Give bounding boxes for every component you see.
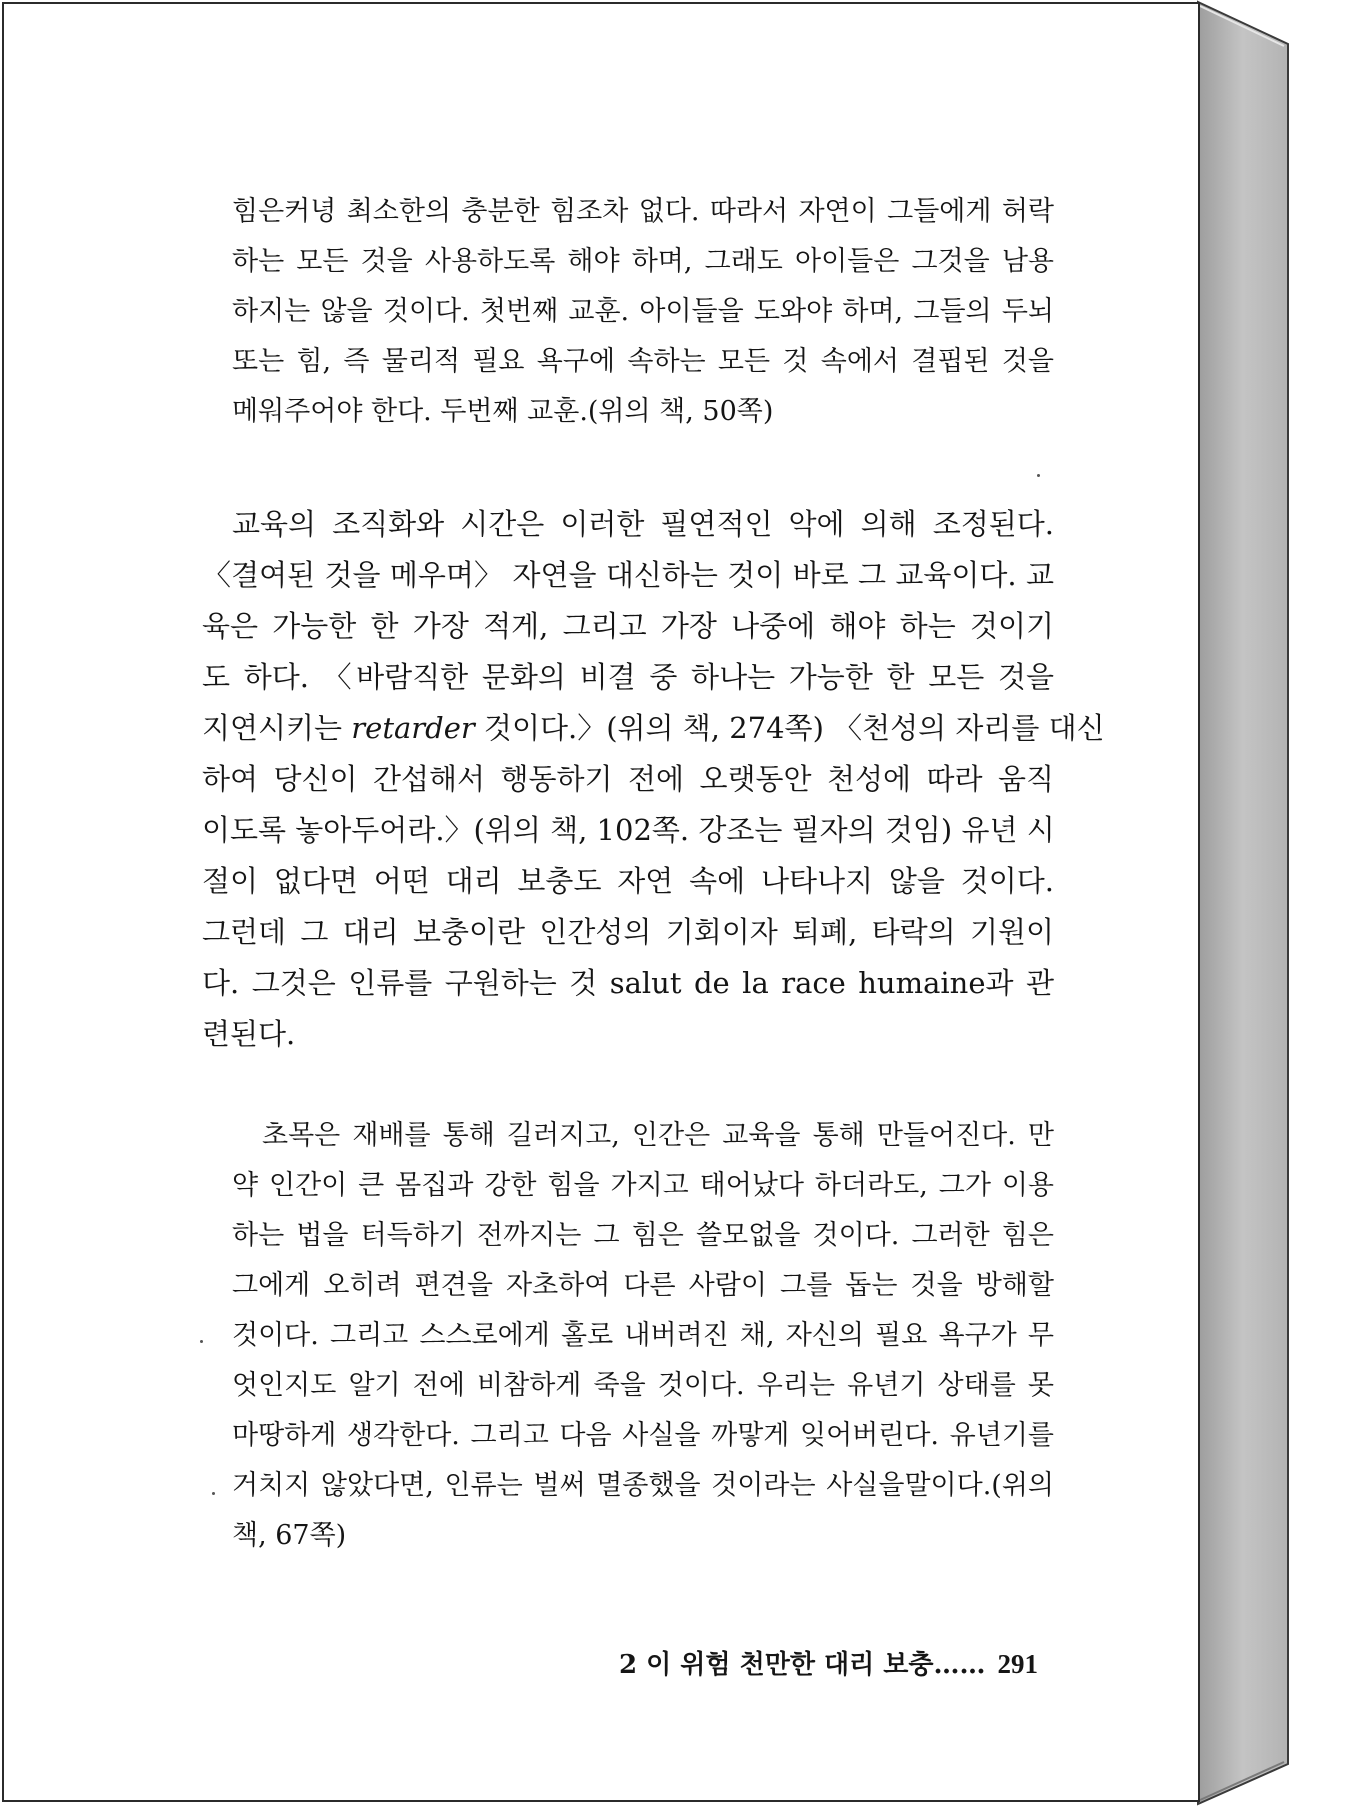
paragraph-line-5-after: 것이다.〉(위의 책, 274쪽) 〈천성의 자리를 대신 [474, 711, 1105, 745]
quote1-line-2: 하는 모든 것을 사용하도록 해야 하며, 그래도 아이들은 그것을 남용 [232, 246, 1054, 277]
quote2-line-7: 마땅하게 생각한다. 그리고 다음 사실을 까맣게 잊어버린다. 유년기를 [232, 1420, 1054, 1451]
quote1-line-1: 힘은커녕 최소한의 충분한 힘조차 없다. 따라서 자연이 그들에게 허락 [232, 196, 1054, 227]
quote2-line-4: 그에게 오히려 편견을 자초하여 다른 사람이 그를 돕는 것을 방해할 [232, 1270, 1054, 1301]
quote2-line-1: 초목은 재배를 통해 길러지고, 인간은 교육을 통해 만들어진다. 만 [262, 1120, 1054, 1151]
paragraph-line-4: 도 하다. 〈바람직한 문화의 비결 중 하나는 가능한 한 모든 것을 [202, 660, 1054, 694]
quote2-line-2: 약 인간이 큰 몸집과 강한 힘을 가지고 태어났다 하더라도, 그가 이용 [232, 1170, 1054, 1201]
french-term-retarder: retarder [351, 711, 475, 745]
paragraph-line-6: 하여 당신이 간섭해서 행동하기 전에 오랫동안 천성에 따라 움직 [202, 762, 1054, 796]
paragraph-line-10: 다. 그것은 인류를 구원하는 것 salut de la race humaine과 관 [202, 966, 1054, 1000]
paragraph-line-8: 절이 없다면 어떤 대리 보충도 자연 속에 나타나지 않을 것이다. [202, 864, 1054, 898]
paragraph-line-2: 〈결여된 것을 메우며〉 자연을 대신하는 것이 바로 그 교육이다. 교 [202, 558, 1054, 592]
quote2-line-9: 책, 67쪽) [232, 1520, 347, 1551]
book-page [2, 2, 1200, 1802]
paragraph-line-5-before: 지연시키는 [202, 711, 352, 745]
scan-speck [1037, 474, 1040, 477]
paragraph-line-11: 련된다. [202, 1017, 296, 1051]
paragraph-line-3: 육은 가능한 한 가장 적게, 그리고 가장 나중에 해야 하는 것이기 [202, 609, 1054, 643]
page-footer [619, 1644, 1038, 1684]
running-head: 2 이 위험 천만한 대리 보충…… [619, 1650, 986, 1680]
paragraph-line-1: 교육의 조직화와 시간은 이러한 필연적인 악에 의해 조정된다. [232, 507, 1054, 541]
quote2-line-5: 것이다. 그리고 스스로에게 홀로 내버려진 채, 자신의 필요 욕구가 무 [232, 1320, 1054, 1351]
quote1-line-5: 메워주어야 한다. 두번째 교훈.(위의 책, 50쪽) [232, 396, 774, 427]
scan-speck [200, 1340, 203, 1343]
quote1-line-3: 하지는 않을 것이다. 첫번째 교훈. 아이들을 도와야 하며, 그들의 두뇌 [232, 296, 1054, 327]
quote2-line-6: 엇인지도 알기 전에 비참하게 죽을 것이다. 우리는 유년기 상태를 못 [232, 1370, 1054, 1401]
paragraph-line-7: 이도록 놓아두어라.〉(위의 책, 102쪽. 강조는 필자의 것임) 유년 시 [202, 813, 1055, 847]
quote1-line-4: 또는 힘, 즉 물리적 필요 욕구에 속하는 모든 것 속에서 결핍된 것을 [232, 346, 1054, 377]
page-number: 291 [997, 1649, 1039, 1679]
quote2-line-3: 하는 법을 터득하기 전까지는 그 힘은 쓸모없을 것이다. 그러한 힘은 [232, 1220, 1054, 1251]
paragraph-line-9: 그런데 그 대리 보충이란 인간성의 기회이자 퇴폐, 타락의 기원이 [202, 915, 1054, 949]
paragraph-line-5 [202, 708, 1105, 748]
scan-speck [212, 1492, 215, 1495]
quote2-line-8: 거치지 않았다면, 인류는 벌써 멸종했을 것이라는 사실을말이다.(위의 [232, 1470, 1054, 1501]
